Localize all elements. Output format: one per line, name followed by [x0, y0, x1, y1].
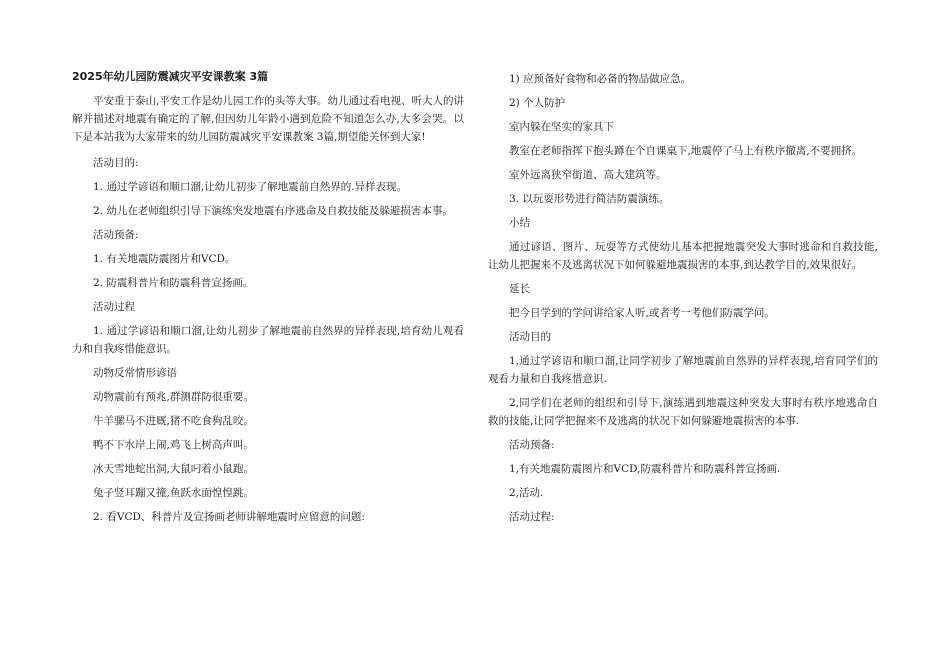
proverb-line: 兔子竖耳蹦又撞,鱼跃水面惶惶跳。 [93, 487, 254, 499]
text-line: 室内躲在坚实的家具下 [509, 121, 614, 133]
list-item: 2. 防震科普片和防震科普宣扬画。 [93, 277, 254, 289]
list-item: 1,通过学谚语和顺口溜,让同学初步了解地震前自然界的异样表现,培育同学们的观看力量和自我疼惜意识. [488, 355, 878, 385]
list-item: 1) 应预备好食物和必备的物品做应急。 [509, 73, 692, 85]
right-column [488, 70, 878, 532]
proverb-line: 牛羊骡马不进厩,猪不吃食狗乱咬。 [93, 415, 254, 427]
list-item: 2. 幼儿在老师组织引导下演练突发地震有序逃命及自救技能及躲避损害本事。 [93, 205, 453, 217]
document-title: 2025年幼儿园防震减灾平安课教案 3篇 [72, 70, 269, 83]
list-item: 2) 个人防护 [509, 97, 566, 109]
proverb-line: 动物震前有预兆,群测群防很重要。 [93, 391, 254, 403]
proverb-line: 冰天雪地蛇出洞,大鼠叼着小鼠跑。 [93, 463, 254, 475]
intro-paragraph: 平安重于泰山,平安工作是幼儿园工作的头等大事。幼儿通过看电视、听大人的讲解并描述对地震有确定的了解,但因幼儿年龄小遇到危险不知道怎么办,大多会哭。以下是本站我为大家带来的幼儿园防震减灾平安课教案 3篇,期望能关怀到大家! [72, 95, 464, 143]
section-heading: 活动过程: [509, 511, 555, 523]
section-heading: 活动预备: [509, 439, 555, 451]
section-heading: 活动目的: [93, 157, 139, 169]
list-item: 2. 看VCD、科普片及宣扬画老师讲解地震时应留意的问题: [93, 511, 365, 523]
list-item: 1. 通过学谚语和顺口溜,让幼儿初步了解地震前自然界的.异样表现。 [93, 181, 408, 193]
left-column [72, 70, 464, 532]
list-item: 2,同学们在老师的组织和引导下,演练遇到地震这种突发大事时有秩序地逃命自救的技能,让同学把握来不及逃离的状况下如何躲避地震损害的本事. [488, 397, 878, 427]
list-item: 1,有关地震防震图片和VCD,防震科普片和防震科普宣扬画. [509, 463, 781, 475]
list-item: 1. 通过学谚语和顺口溜,让幼儿初步了解地震前自然界的异样表现,培育幼儿观看力和自我疼惜能意识。 [72, 325, 464, 355]
text-line: 室外远离狭窄街道、高大建筑等。 [509, 169, 667, 181]
proverb-line: 鸭不下水岸上闹,鸡飞上树高声叫。 [93, 439, 254, 451]
section-heading: 活动目的 [509, 331, 551, 343]
section-heading: 动物反常情形谚语 [93, 367, 177, 379]
text-line: 把今日学到的学问讲给家人听,或者考一考他们防震学问。 [509, 307, 775, 319]
section-heading: 小结 [509, 217, 530, 229]
section-heading: 延长 [509, 283, 530, 295]
text-paragraph: 教室在老师指挥下抱头蹲在个自课桌下,地震停了马上有秩序撤离,不要拥挤。 [509, 145, 863, 157]
text-paragraph: 通过谚语、图片、玩耍等方式使幼儿基本把握地震突发大事时逃命和自救技能,让幼儿把握来不及逃离状况下如何躲避地震损害的本事,到达教学目的,效果很好。 [488, 241, 878, 271]
section-heading: 活动过程 [93, 301, 135, 313]
list-item: 2,活动. [509, 487, 544, 499]
list-item: 3. 以玩耍形势进行简洁防震演练。 [509, 193, 670, 205]
section-heading: 活动预备: [93, 229, 139, 241]
list-item: 1. 有关地震防震图片和VCD。 [93, 253, 236, 265]
